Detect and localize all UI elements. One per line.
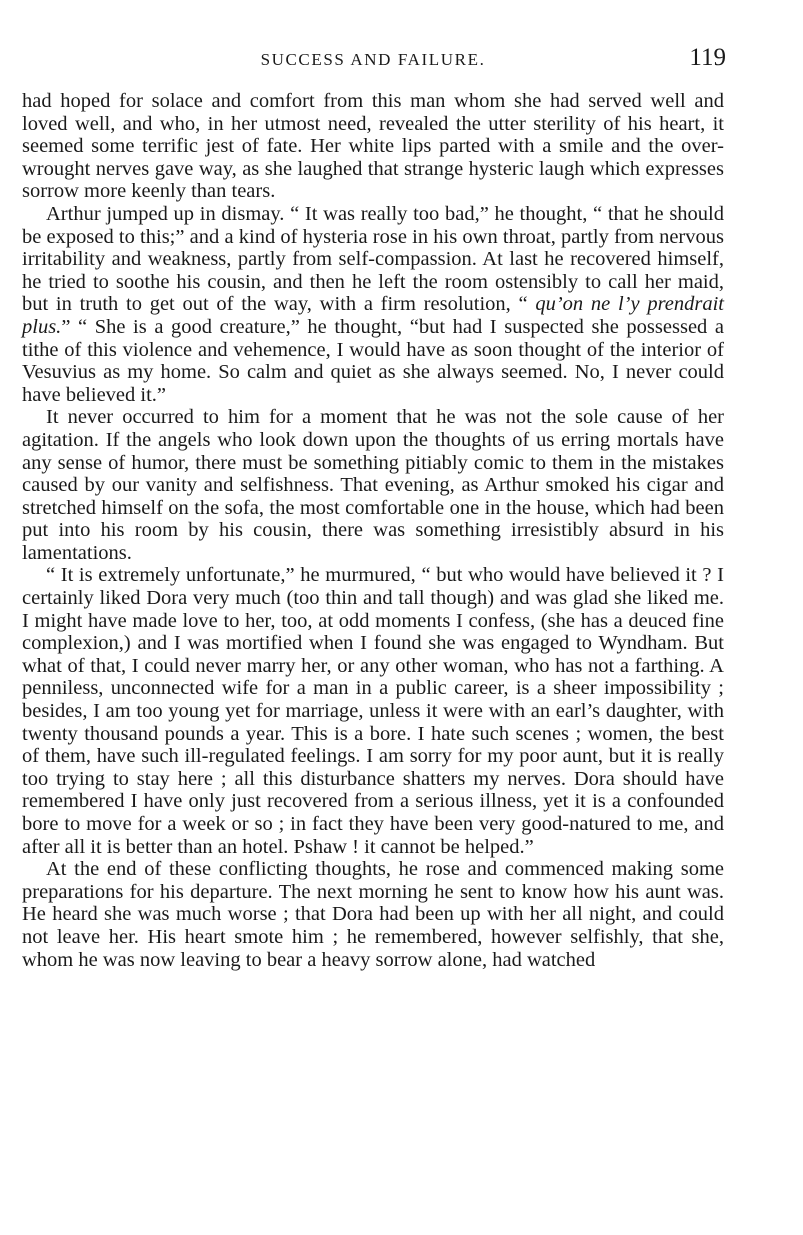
french-phrase: qu’on ne l’y prendrait plus. <box>22 293 725 338</box>
paragraph-5: At the end of these conflicting thoughts, he rose and commenced making some preparations for his departure. The next morning he sent to know how his aunt was. He heard she was much worse ; that Dora had been up with her all night, and could not leave her. His heart smote him ; he remembered, however selfishly, that she, whom he was now leaving to bear a heavy sorrow alone, had watched <box>22 858 724 971</box>
paragraph-1: had hoped for solace and comfort from this man whom she had served well and loved well, and who, in her utmost need, revealed the utter sterility of his heart, it seemed some terrific jest of fate. Her white lips parted with a smile and the over-wrought nerves gave way, as she laughed that strange hysteric laugh which expresses sorrow more keenly than tears. <box>22 90 724 203</box>
paragraph-2 <box>22 203 724 406</box>
paragraph-3: It never occurred to him for a moment that he was not the sole cause of her agitation. If the angels who look down upon the thoughts of us erring mortals have any sense of humor, there must be something pitiably comic to them in the mistakes caused by our vanity and selfishness. That evening, as Arthur smoked his cigar and stretched himself on the sofa, the most comfortable one in the house, which had been put into his room by his cousin, there was something irresistibly absurd in his lamentations. <box>22 406 724 564</box>
running-title: SUCCESS AND FAILURE. <box>260 50 486 69</box>
paragraph-2-text-end: ” “ She is a good creature,” he thought, “but had I suspected she possessed a tithe of this violence and vehemence, I would have as soon thought of the interior of Vesuvius as my home. So calm and quiet as she always seemed. No, I never could have believed it.” <box>22 315 724 406</box>
running-head <box>22 44 726 78</box>
body-text <box>22 90 724 971</box>
paragraph-4: “ It is extremely unfortunate,” he murmured, “ but who would have believed it ? I certainly liked Dora very much (too thin and tall though) and was glad she liked me. I might have made love to her, too, at odd moments I confess, (she has a deuced fine complexion,) and I was mortified when I found she was engaged to Wyndham. But what of that, I could never marry her, or any other woman, who has not a farthing. A penniless, unconnected wife for a man in a public career, is a sheer impossibility ; besides, I am too young yet for marriage, unless it were with an earl’s daughter, with twenty thousand pounds a year. This is a bore. I hate such scenes ; women, the best of them, have such ill-regulated feelings. I am sorry for my poor aunt, but it is really too trying to stay here ; all this disturbance shatters my nerves. Dora should have remembered I have only just recovered from a serious illness, yet it is a confounded bore to move for a week or so ; in fact they have been very good-natured to me, and after all it is better than an hotel. Pshaw ! it cannot be helped.” <box>22 564 724 858</box>
page-number: 119 <box>689 44 726 71</box>
paragraph-2-text-start: Arthur jumped up in dismay. “ It was really too bad,” he thought, “ that he should be exposed to this;” and a kind of hysteria rose in his own throat, partly from nervous irritability and weakness, partly from self-compassion. At last he recovered himself, he tried to soothe his cousin, and then he left the room ostensibly to call her maid, but in truth to get out of the way, with a firm resolution, “ <box>22 202 724 316</box>
